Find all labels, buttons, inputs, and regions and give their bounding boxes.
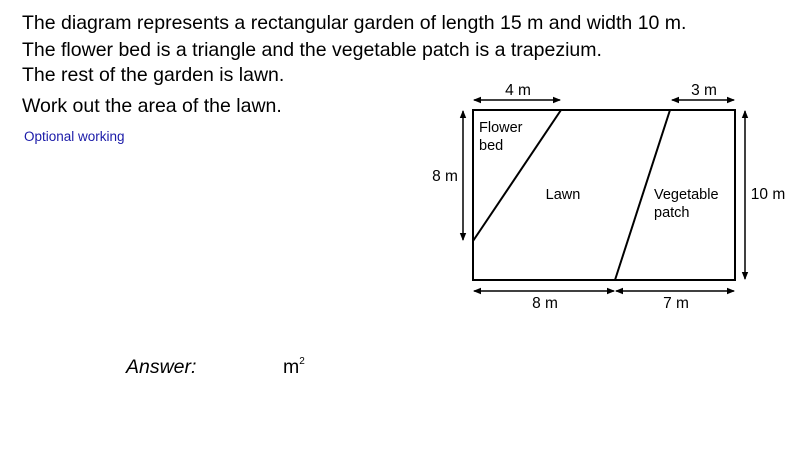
- answer-label: Answer:: [126, 356, 197, 378]
- question-line-2: The flower bed is a triangle and the vegetable patch is a trapezium.: [22, 39, 602, 61]
- vegetable-patch-label-line-1: Vegetable: [654, 187, 719, 203]
- dim-label-bottom-right: 7 m: [663, 295, 689, 312]
- question-task: Work out the area of the lawn.: [22, 95, 282, 117]
- dim-label-left: 8 m: [432, 168, 458, 185]
- answer-unit-base: m: [283, 356, 300, 378]
- dim-label-right: 10 m: [750, 186, 786, 203]
- question-line-1: The diagram represents a rectangular garden of length 15 m and width 10 m.: [22, 12, 687, 34]
- flower-bed-label-line-2: bed: [479, 138, 504, 154]
- optional-working-label: Optional working: [24, 129, 125, 144]
- answer-unit-power: 2: [299, 355, 305, 367]
- vegetable-patch-label-line-2: patch: [654, 205, 690, 221]
- question-line-3: The rest of the garden is lawn.: [22, 64, 285, 86]
- flower-bed-label-line-1: Flower: [479, 120, 523, 136]
- lawn-label: Lawn: [545, 187, 581, 203]
- answer-unit: [283, 356, 305, 379]
- dim-label-bottom-left: 8 m: [532, 295, 558, 312]
- dim-label-top-right: 3 m: [691, 82, 717, 99]
- dim-label-top-left: 4 m: [505, 82, 531, 99]
